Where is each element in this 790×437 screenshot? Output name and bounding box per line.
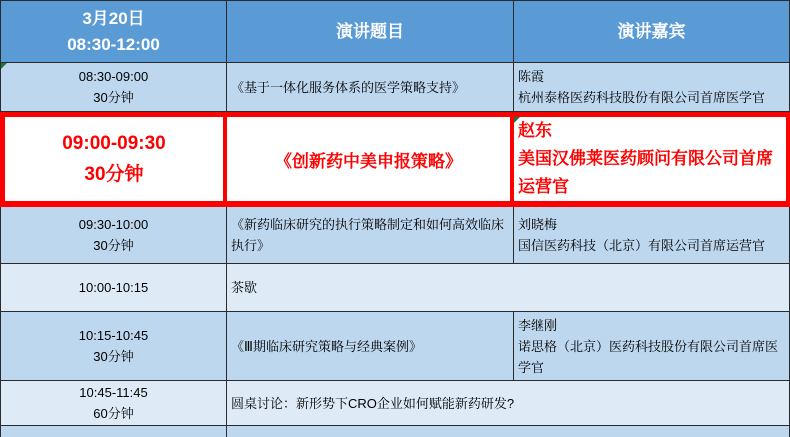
guest-org: 美国汉佛莱医药顾问有限公司首席运营官 [518, 149, 773, 196]
header-title-label: 演讲题目 [336, 21, 404, 41]
session-duration: 30分钟 [93, 90, 134, 105]
header-cell-title[interactable] [227, 1, 514, 63]
title-cell-merged[interactable] [227, 381, 790, 426]
title-cell[interactable] [227, 112, 514, 207]
time-cell[interactable] [0, 312, 227, 381]
title-cell-merged[interactable] [227, 264, 790, 312]
time-cell[interactable] [0, 207, 227, 264]
guest-name: 刘晓梅 [518, 217, 558, 232]
session-title: 《新药临床研究的执行策略制定和如何高效临床执行》 [231, 217, 505, 253]
guest-org: 诺思格（北京）医药科技股份有限公司首席医学官 [518, 338, 779, 375]
guest-org: 国信医药科技（北京）有限公司首席运营官 [518, 238, 766, 253]
header-row [0, 1, 790, 63]
session-row-teabreak [0, 264, 790, 312]
session-duration: 60分钟 [93, 406, 134, 421]
session-row-0900-highlighted [0, 112, 790, 207]
session-title: 《Ⅲ期临床研究策略与经典案例》 [231, 338, 422, 354]
session-duration: 30分钟 [93, 238, 134, 253]
time-cell[interactable] [0, 112, 227, 207]
session-row-roundtable [0, 381, 790, 426]
session-title: 圆桌讨论：新形势下CRO企业如何赋能新药研发? [231, 395, 515, 411]
header-date: 3月20日 [82, 8, 145, 28]
guest-name: 赵东 [518, 121, 552, 140]
session-title: 《创新药中美申报策略》 [275, 151, 462, 171]
guest-name: 李继刚 [518, 317, 558, 333]
time-cell[interactable] [0, 381, 227, 426]
header-cell-guest[interactable] [514, 1, 790, 63]
time-cell[interactable] [0, 63, 227, 112]
guest-cell[interactable] [514, 312, 790, 381]
session-time: 10:45-11:45 [79, 385, 148, 400]
session-title: 茶歇 [231, 280, 258, 295]
session-time: 10:15-10:45 [78, 328, 149, 343]
guest-org: 杭州泰格医药科技股份有限公司首席医学官 [518, 90, 766, 105]
title-cell[interactable] [227, 207, 514, 264]
session-time: 09:30-10:00 [78, 217, 149, 232]
header-cell-date[interactable] [0, 1, 227, 63]
title-cell[interactable] [227, 312, 514, 381]
session-time: 08:30-09:00 [78, 69, 149, 84]
guest-cell[interactable] [514, 112, 790, 207]
title-cell[interactable] [227, 63, 514, 112]
guest-name: 陈霞 [518, 69, 545, 84]
empty-cell[interactable] [227, 426, 790, 437]
time-cell[interactable] [0, 264, 227, 312]
session-row-1015 [0, 312, 790, 381]
session-title: 《基于一体化服务体系的医学策略支持》 [231, 79, 466, 95]
guest-cell[interactable] [514, 207, 790, 264]
session-time: 09:00-09:30 [62, 133, 166, 154]
header-guest-label: 演讲嘉宾 [617, 21, 686, 41]
session-row-0830 [0, 63, 790, 112]
guest-cell[interactable] [514, 63, 790, 112]
header-time-range: 08:30-12:00 [67, 34, 160, 54]
time-cell[interactable] [0, 426, 227, 437]
partial-row [0, 426, 790, 437]
session-duration: 30分钟 [93, 349, 134, 364]
session-duration: 30分钟 [84, 164, 144, 185]
session-row-0930 [0, 207, 790, 264]
session-time: 10:00-10:15 [78, 280, 149, 295]
